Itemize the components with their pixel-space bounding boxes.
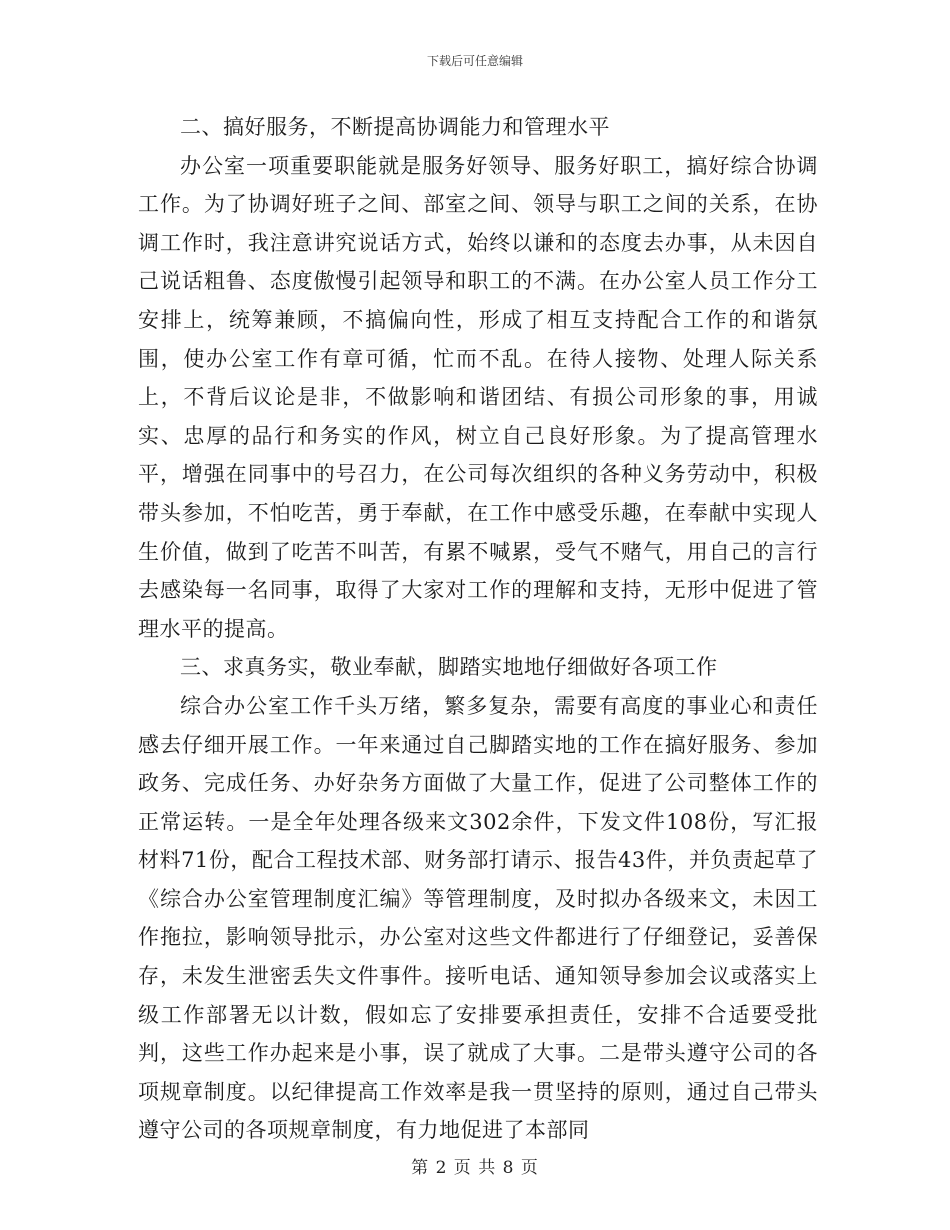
document-body xyxy=(138,108,818,1150)
paragraph-pragmatic: 综合办公室工作千头万绪，繁多复杂，需要有高度的事业心和责任感去仔细开展工作。一年来通过自己脚踏实地的工作在搞好服务、参加政务、完成任务、办好杂务方面做了大量工作，促进了公司整体工作的正常运转。一是全年处理各级来文302余件，下发文件108份，写汇报材料71份，配合工程技术部、财务部打请示、报告43件，并负责起草了《综合办公室管理制度汇编》等管理制度，及时拟办各级来文，未因工作拖拉，影响领导批示，办公室对这些文件都进行了仔细登记，妥善保存，未发生泄密丢失文件事件。接听电话、通知领导参加会议或落实上级工作部署无以计数，假如忘了安排要承担责任，安排不合适要受批判，这些工作办起来是小事，误了就成了大事。二是带头遵守公司的各项规章制度。以纪律提高工作效率是我一贯坚持的原则，通过自己带头遵守公司的各项规章制度，有力地促进了本部同 xyxy=(138,693,818,1143)
section-heading-pragmatic: 三、求真务实，敬业奉献，脚踏实地地仔细做好各项工作 xyxy=(180,655,718,680)
page-header-note: 下载后可任意编辑 xyxy=(426,54,523,68)
page-number-label: 第 2 页 共 8 页 xyxy=(411,1158,539,1178)
paragraph-service: 办公室一项重要职能就是服务好领导、服务好职工，搞好综合协调工作。为了协调好班子之间、部室之间、领导与职工之间的关系，在协调工作时，我注意讲究说话方式，始终以谦和的态度去办事，从未因自己说话粗鲁、态度傲慢引起领导和职工的不满。在办公室人员工作分工安排上，统筹兼顾，不搞偏向性，形成了相互支持配合工作的和谐氛围，使办公室工作有章可循，忙而不乱。在待人接物、处理人际关系上，不背后议论是非，不做影响和谐团结、有损公司形象的事，用诚实、忠厚的品行和务实的作风，树立自己良好形象。为了提高管理水平，增强在同事中的号召力，在公司每次组织的各种义务劳动中，积极带头参加，不怕吃苦，勇于奉献，在工作中感受乐趣，在奉献中实现人生价值，做到了吃苦不叫苦，有累不喊累，受气不赌气，用自己的言行去感染每一名同事，取得了大家对工作的理解和支持，无形中促进了管理水平的提高。 xyxy=(138,153,818,641)
section-heading-service: 二、搞好服务，不断提高协调能力和管理水平 xyxy=(180,115,610,139)
page-footer xyxy=(0,1153,950,1178)
